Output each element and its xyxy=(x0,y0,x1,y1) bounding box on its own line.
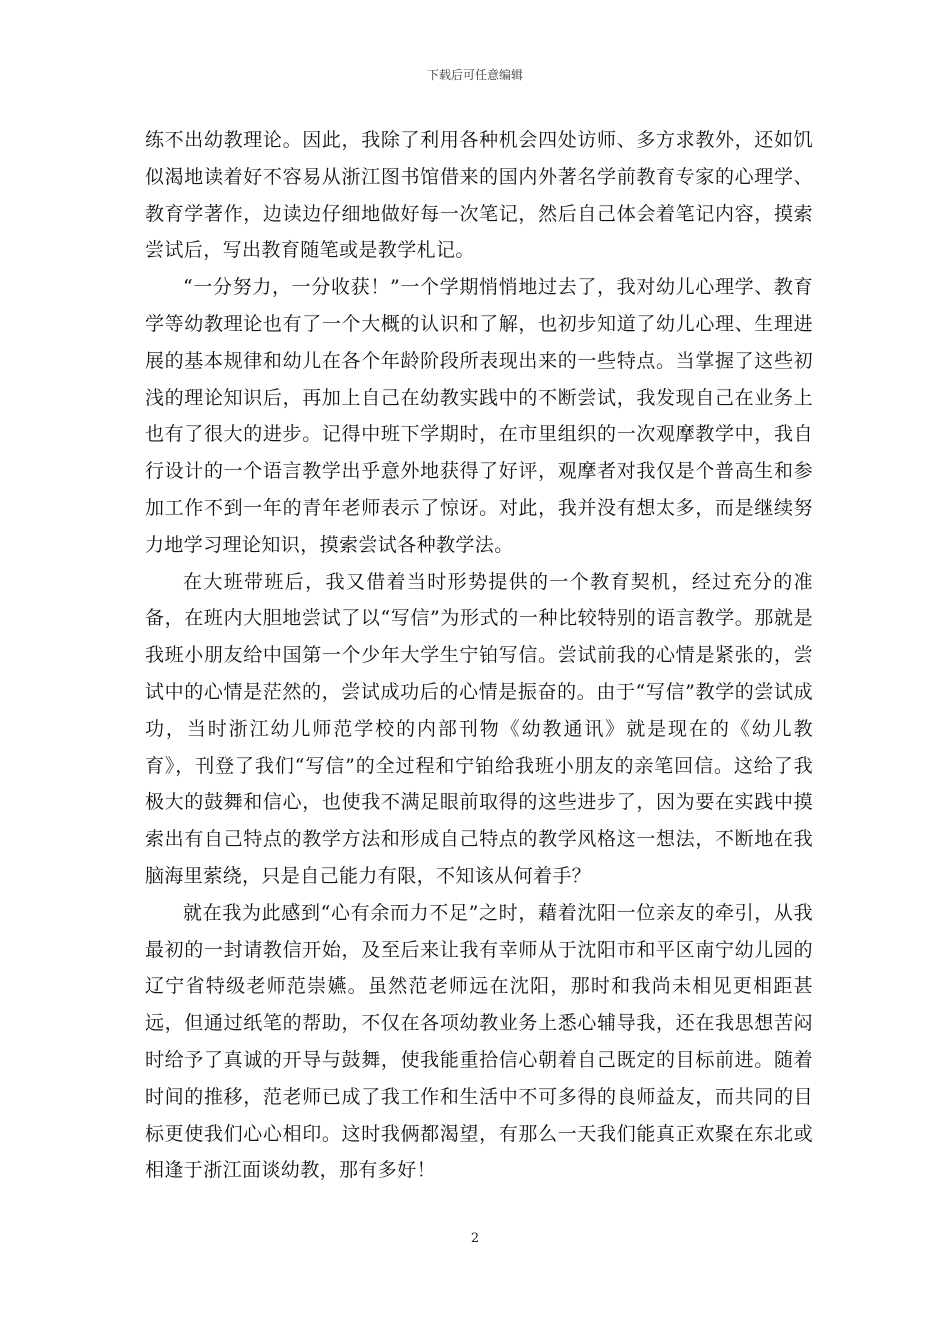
paragraph: 就在我为此感到“心有余而力不足”之时，藉着沈阳一位亲友的牵引，从我最初的一封请教信开始，及至后来让我有幸师从于沈阳市和平区南宁幼儿园的辽宁省特级老师范崇嬿。虽然范老师远在沈阳，那时和我尚未相见更相距甚远，但通过纸笔的帮助，不仅在各项幼教业务上悉心辅导我，还在我思想苦闷时给予了真诚的开导与鼓舞，使我能重拾信心朝着自己既定的目标前进。随着时间的推移，范老师已成了我工作和生活中不可多得的良师益友，而共同的目标更使我们心心相印。这时我俩都渴望，有那么一天我们能真正欢聚在东北或相逢于浙江面谈幼教，那有多好！ xyxy=(145,901,813,1182)
page-number: 2 xyxy=(470,1231,480,1246)
document-body xyxy=(145,122,813,1189)
paragraph: 在大班带班后，我又借着当时形势提供的一个教育契机，经过充分的准备，在班内大胆地尝试了以“写信”为形式的一种比较特别的语言教学。那就是我班小朋友给中国第一个少年大学生宁铂写信。尝试前我的心情是紧张的，尝试中的心情是茫然的，尝试成功后的心情是振奋的。由于“写信”教学的尝试成功，当时浙江幼儿师范学校的内部刊物《幼教通讯》就是现在的《幼儿教育》，刊登了我们“写信”的全过程和宁铂给我班小朋友的亲笔回信。这给了我极大的鼓舞和信心，也使我不满足眼前取得的这些进步了，因为要在实践中摸索出有自己特点的教学方法和形成自己特点的教学风格这一想法，不断地在我脑海里萦绕，只是自己能力有限，不知该从何着手？ xyxy=(145,570,813,887)
paragraph: “一分努力，一分收获！”一个学期悄悄地过去了，我对幼儿心理学、教育学等幼教理论也有了一个大概的认识和了解，也初步知道了幼儿心理、生理进展的基本规律和幼儿在各个年龄阶段所表现出来的一些特点。当掌握了这些初浅的理论知识后，再加上自己在幼教实践中的不断尝试，我发现自己在业务上也有了很大的进步。记得中班下学期时，在市里组织的一次观摩教学中，我自行设计的一个语言教学出乎意外地获得了好评，观摩者对我仅是个普高生和参加工作不到一年的青年老师表示了惊讶。对此，我并没有想太多，而是继续努力地学习理论知识，摸索尝试各种教学法。 xyxy=(145,276,813,556)
page-header: 下载后可任意编辑 xyxy=(426,68,523,82)
paragraph-continued: 练不出幼教理论。因此，我除了利用各种机会四处访师、多方求教外，还如饥似渴地读着好不容易从浙江图书馆借来的国内外著名学前教育专家的心理学、教育学著作，边读边仔细地做好每一次笔记，然后自己体会着笔记内容，摸索尝试后，写出教育随笔或是教学札记。 xyxy=(145,129,813,262)
